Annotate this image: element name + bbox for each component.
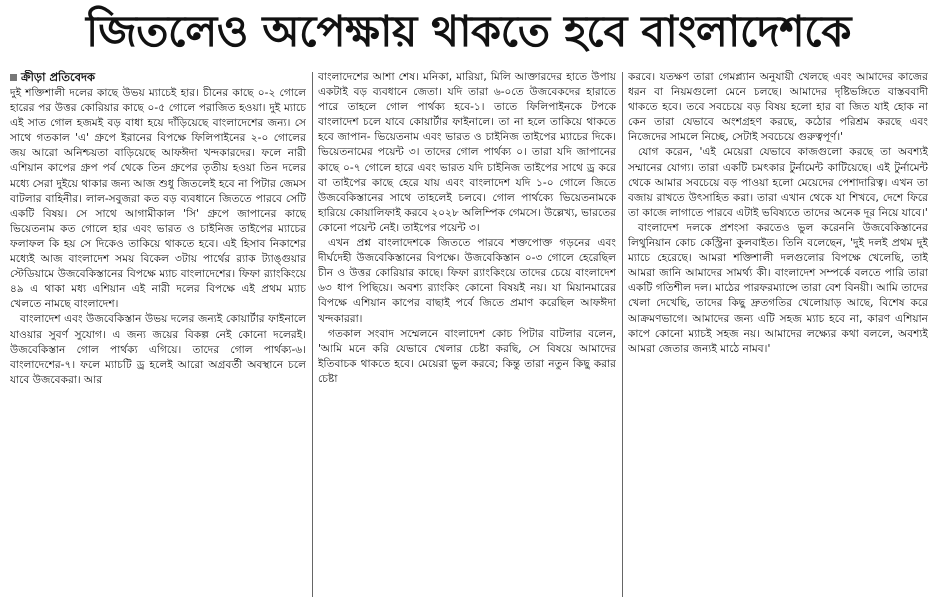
paragraph: বাংলাদেশ এবং উজবেকিস্তান উভয় দলের জন্যই কোয়ার্টার ফাইনালে যাওয়ার সুবর্ণ সুযোগ। এ জন্য জয়ের বিকল্প নেই কোনো দলেরই। উজবেকিস্তান গোল পার্থক্য এগিয়ে। তাদের গোল পার্থক্য-৬। বাংলাদেশের-৭। ফলে ম্যাচটি ড্র হলেই আরো অগ্রবর্তী অবস্থানে চলে যাবে উজবেকরা। আর [10,313,306,386]
paragraph: বাংলাদেশ দলকে প্রশংসা করতেও ভুল করেননি উজবেকিস্তানের লিথুনিয়ান কোচ কেস্ট্রিনা কুলবাইত। তিনি বলেছেন, 'দুই দলই প্রথম দুই ম্যাচে হেরেছে। আমরা শক্তিশালী দলগুলোর বিপক্ষে খেলেছি, তাই আমরা জানি আমাদের সামর্থ্য কী। বাংলাদেশ সম্পর্কে বলতে পারি তারা একটি গতিশীল দল। মাঠের পারফরম্যান্সে তারা বেশ বিনয়ী। আমি তাদের খেলা দেখেছি, তাদের কিছু দ্রুতগতির খেলোয়াড় আছে, বিশেষ করে আক্রমণভাগে। আমাদের জন্য এটি সহজ ম্যাচ হবে না, কারণ এশিয়ান কাপে কোনো ম্যাচই সহজ নয়। আমাদের লক্ষ্যের কথা বললে, অবশ্যই আমরা জেতার জন্যই মাঠে নামব।' [628,221,928,355]
byline-text: ক্রীড়া প্রতিবেদক [21,70,96,84]
paragraph: গতকাল সংবাদ সম্মেলনে বাংলাদেশ কোচ পিটার বাটলার বলেন, 'আমি মনে করি যেভাবে খেলার চেষ্টা করছি, সে বিষয়ে আমাদের ইতিবাচক থাকতে হবে। মেয়েরা ভুল করবে; কিন্তু তারা নতুন কিছু করার চেষ্টা [318,327,616,385]
paragraph: করবে। যতক্ষণ তারা গেমপ্ল্যান অনুযায়ী খেলছে এবং আমাদের কাজের ধরন বা নিয়মগুলো মেনে চলছে। আমাদের দৃষ্টিভঙ্গিতে বাস্তববাদী থাকতে হবে। তবে সবচেয়ে বড় বিষয় হলো হার বা জিত যাই হোক না কেন তারা যেভাবে অংশগ্রহণ করছে, কঠোর পরিশ্রম করছে এবং নিজেদের সামলে নিচ্ছে, সেটাই সবচেয়ে গুরুত্বপূর্ণ।' [628,71,928,144]
article-column-2 [318,70,616,601]
bullet-icon [10,74,17,81]
paragraph: এখন প্রশ্ন বাংলাদেশকে জিততে পারবে শক্তপোক্ত গড়নের এবং দীর্ঘদেহী উজবেকিস্তানের বিপক্ষে। উজবেকিস্তান ০-৩ গোলে হেরেছিল চীন ও উত্তর কোরিয়ার কাছে। ফিফা র‍্যাংকিংয়ে তাদের চেয়ে বাংলাদেশ ৬৩ ধাপ পিছিয়ে। অবশ্য র‍্যাংকিং কোনো বিষয়ই নয়। যা মিয়ানমারের বিপক্ষে এশিয়ান কাপের বাছাই পর্বে জিতে প্রমাণ করেছিল আফঈদা খন্দকাররা। [318,237,616,325]
paragraph: দুই শক্তিশালী দলের কাছে উভয় ম্যাচেই হার। চীনের কাছে ০-২ গোলে হারের পর উত্তর কোরিয়ার কাছে ০-৫ গোলে পরাজিত হওয়া। দুই ম্যাচে এই সাত গোল হজমই বড় বাধা হয়ে দাঁড়িয়েছে বাংলাদেশের জন্য। সে সাথে গতকাল 'এ' গ্রুপে ইরানের বিপক্ষে ফিলিপাইনের ২-০ গোলের জয় আরো অনিশ্চয়তা বাড়িয়েছে আফঈদা খন্দকারদের। ফলে নারী এশিয়ান কাপের গ্রুপ পর্ব থেকে তিন গ্রুপের তৃতীয় হওয়া তিন দলের মধ্যে সেরা দুইয়ে থাকার জন্য আজ শুধু জিতলেই হবে না পিটার জেমস বাটলার বাহিনীর। লাল-সবুজরা কত বড় ব্যবধানে জিততে পারবে সেটি একটি বিষয়। সে সাথে আগামীকাল 'সি' গ্রুপে জাপানের কাছে ভিয়েতনাম কত গোলে হার এবং ভারত ও চাইনিজ তাইপের ম্যাচের ফলাফল কি হয় সে দিকেও তাকিয়ে থাকতে হবে। এই হিসাব নিকাশের মধ্যেই আজ বাংলাদেশ সময় বিকেল ৩টায় পার্থের র‍্যাক ট্যাঙ্গুয়ার স্টেডিয়ামে উজবেকিস্তানের বিপক্ষে ম্যাচ বাংলাদেশের। ফিফা র‍্যাংকিংয়ে ৪৯ এ থাকা মধ্য এশিয়ান এই নারী দলের বিপক্ষে এই প্রথম ম্যাচ খেলতে নামছে বাংলাদেশ। [10,87,306,311]
headline: জিতলেও অপেক্ষায় থাকতে হবে বাংলাদেশকে [85,7,852,57]
paragraph: বাংলাদেশের আশা শেষ। মনিকা, মারিয়া, মিলি আক্তারদের হাতে উপায় একটাই বড় ব্যবধানে জেতা। যদি তারা ৬-০তে উজবেকদের হারাতে পারে তাহলে গোল পার্থক্য হবে-১। তাতে ফিলিপাইনকে টপকে বাংলাদেশ চলে যাবে কোয়ার্টার ফাইনালে। তা না হলে তাকিয়ে থাকতে হবে জাপান- ভিয়েতনাম এবং ভারত ও চাইনিজ তাইপের ম্যাচের দিকে। ভিয়েতনামের পয়েন্ট ৩। তাদের গোল পার্থক্য ০। তারা যদি জাপানের কাছে ০-৭ গোলে হারে এবং ভারত যদি চাইনিজ তাইপের সাথে ড্র করে বা তাইপের কাছে হেরে যায় এবং বাংলাদেশ যদি ১-০ গোলে জিতে উজবেকিস্তানের সাথে তাহলেই চলবে। গোল পার্থক্যে ভিয়েতনামকে হারিয়ে কোয়ালিফাই করবে ২০২৮ অলিম্পিক গেমসে। উল্লেখ্য, ভারতের কোনো পয়েন্ট নেই। তাইপের পয়েন্ট ৩। [318,71,616,234]
byline [10,70,306,85]
paragraph: যোগ করেন, 'এই মেয়েরা যেভাবে কাজগুলো করছে তা অবশ্যই সম্মানের যোগ্য। তারা একটি চমৎকার টুর্নামেন্ট কাটিয়েছে। এই টুর্নামেন্ট থেকে আমার সবচেয়ে বড় পাওয়া হলো মেয়েদের পেশাদারিত্ব। এখন তা বজায় রাখতে উৎসাহিত করা। তারা এখান থেকে যা শিখবে, দেশে ফিরে তা কাজে লাগাতে পারবে এটাই ভবিষ্যতে তাদের অনেক দূর নিয়ে যাবে।' [628,146,928,219]
column-divider [312,72,313,597]
article-column-3 [628,70,928,601]
article-column-1 [10,70,306,601]
column-divider [622,72,623,597]
